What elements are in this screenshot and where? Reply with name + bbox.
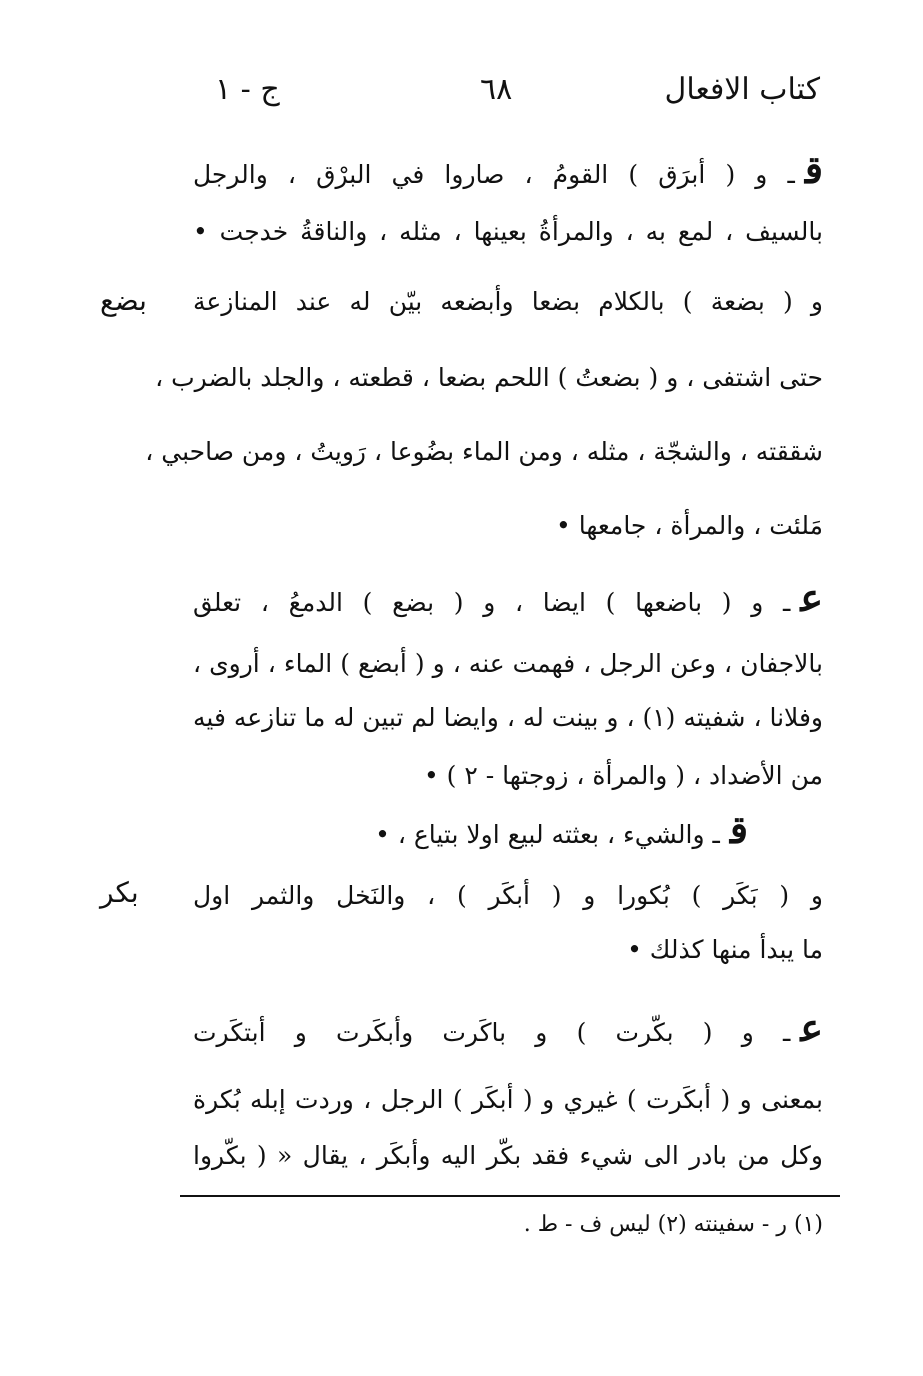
margin-note: بكر xyxy=(100,876,139,909)
text-line xyxy=(193,698,823,738)
line-text: بالسيف ، لمع به ، والمرأةُ بعينها ، مثله ، والناقةُ خدجت • xyxy=(193,217,823,246)
line-text: بمعنى و ( أبكَرت ) غيري و ( أبكَر ) الرجل ، وردت إبله بُكرة xyxy=(193,1085,823,1114)
text-line xyxy=(193,575,823,623)
section-marker: ق xyxy=(729,807,748,852)
line-text: ما يبدأ منها كذلك • xyxy=(627,935,823,964)
text-line xyxy=(193,756,823,796)
text-line xyxy=(193,1005,823,1053)
footnote: (١) ر - سفينته (٢) ليس ف - ط . xyxy=(523,1212,823,1237)
text-line xyxy=(193,212,823,252)
text-line xyxy=(155,358,823,398)
text-line xyxy=(193,807,748,855)
text-line xyxy=(193,1136,823,1176)
text-line xyxy=(193,282,823,322)
section-marker: ق xyxy=(804,147,823,192)
line-text: ـ و ( باضعها ) ايضا ، و ( بضع ) الدمعُ ، تعلق xyxy=(193,588,791,617)
page-number: ٦٨ xyxy=(480,72,513,107)
line-text: من الأضداد ، ( والمرأة ، زوجتها - ٢ ) • xyxy=(423,761,823,790)
line-text: و ( بَكَر ) بُكورا و ( أبكَر ) ، والنَخل والثمر اول xyxy=(193,881,823,910)
section-marker: ع xyxy=(800,1005,823,1050)
line-text: و ( بضعة ) بالكلام بضعا وأبضعه بيّن له عند المنازعة xyxy=(193,287,823,316)
book-title: كتاب الافعال xyxy=(664,72,820,107)
line-text: وفلانا ، شفيته (١) ، و بينت له ، وايضا لم تبين له ما تنازعه فيه xyxy=(193,703,823,732)
text-line xyxy=(193,876,823,916)
line-text: حتى اشتفى ، و ( بضعتُ ) اللحم بضعا ، قطعته ، والجلد بالضرب ، xyxy=(155,363,823,392)
line-text: ـ و ( بكّرت ) و باكَرت وأبكَرت و أبتكَرت xyxy=(193,1018,791,1047)
text-line xyxy=(193,644,823,684)
line-text: شققته ، والشجّة ، مثله ، ومن الماء بضُوعا ، رَويتُ ، ومن صاحبي ، xyxy=(145,437,823,466)
text-line xyxy=(145,432,823,472)
text-line xyxy=(193,147,823,195)
page-header xyxy=(190,72,820,122)
section-marker: ع xyxy=(800,575,823,620)
line-text: ـ والشيء ، بعثته لبيع اولا بتياع ، • xyxy=(375,820,720,849)
line-text: وكل من بادر الى شيء فقد بكّر اليه وأبكَر ، يقال « ( بكّروا xyxy=(193,1141,823,1170)
text-line xyxy=(193,1080,823,1120)
line-text: مَلئت ، والمرأة ، جامعها • xyxy=(556,511,823,540)
line-text: بالاجفان ، وعن الرجل ، فهمت عنه ، و ( أبضع ) الماء ، أروى ، xyxy=(193,649,823,678)
text-line xyxy=(193,930,823,970)
text-line xyxy=(193,506,823,546)
footnote-divider xyxy=(180,1195,840,1197)
volume-label: ج - ١ xyxy=(215,72,280,107)
line-text: ـ و ( أبرَق ) القومُ ، صاروا في البرْق ، والرجل xyxy=(193,160,795,189)
margin-note: بضع xyxy=(100,284,147,317)
